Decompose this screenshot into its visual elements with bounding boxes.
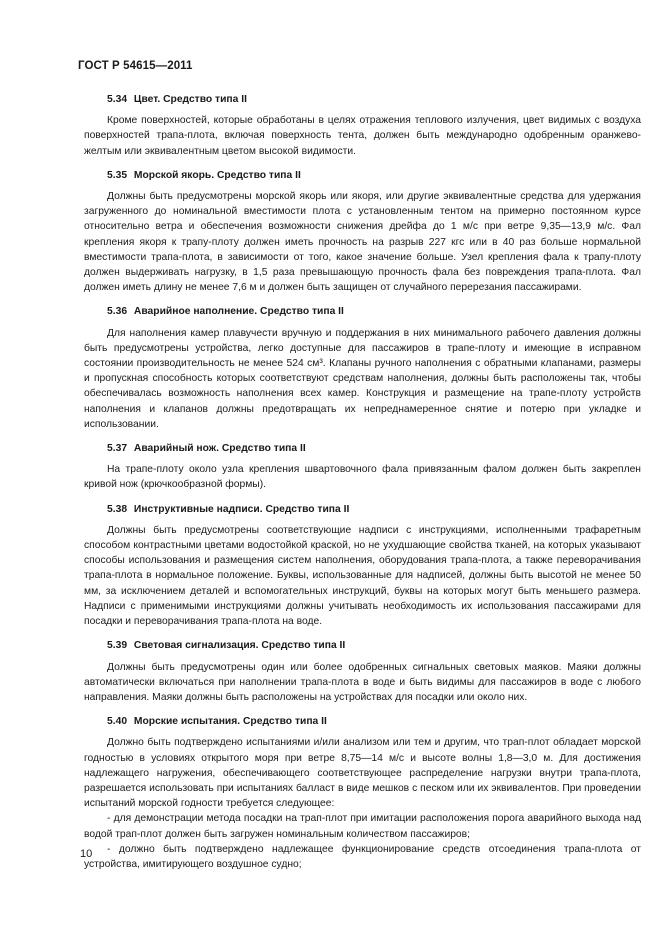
- document-header: ГОСТ Р 54615—2011: [78, 60, 193, 72]
- section-number: 5.40: [107, 716, 128, 728]
- section-title: Инструктивные надписи. Средство типа II: [133, 503, 350, 515]
- section-heading: [84, 304, 641, 319]
- section-heading: [84, 441, 641, 456]
- paragraph: Должны быть предусмотрены соответствующие надписи с инструкциями, исполненными трафаретным способом контрастными цветами водостойкой краской, но не ухудшающие свойства тканей, на которых указывают способы использования и размещения систем наполнения, оборудования трапа-плота, а также переворачивания трапа-плота в нормальное положение. Буквы, использованные для надписей, должны быть высотой не менее 50 мм, за исключением деталей и вспомогательных инструкций, буквы на которых могут быть меньшего размера. Надписи с применимыми инструкциями должны учитывать необходимость их использования пассажирами для посадки и переворачивания трапа-плота на воде.: [84, 524, 641, 628]
- section-title: Световая сигнализация. Средство типа II: [133, 640, 346, 652]
- section-heading: [84, 714, 641, 729]
- section-heading: [84, 638, 641, 653]
- list-item: - для демонстрации метода посадки на трап-плот при имитации расположения порога аварийного выхода над водой трап-плот должен быть загружен номинальным количеством пассажиров;: [84, 813, 641, 840]
- section-heading: [84, 92, 641, 107]
- section-title: Морской якорь. Средство типа II: [133, 169, 301, 181]
- paragraph: Кроме поверхностей, которые обработаны в целях отражения теплового излучения, цвет видимых с воздуха поверхностей трапа-плота, включая поверхность тента, должен быть международно одобренным оранжево-желтым или эквивалентным цветом высокой видимости.: [84, 115, 641, 157]
- paragraph: Должны быть предусмотрены один или более одобренных сигнальных световых маяков. Маяки должны автоматически включаться при наполнении трапа-плота в воде и быть видимы для пассажиров в воде с любого направления. Маяки должны быть расположены на устройствах для посадки или около них.: [84, 661, 641, 703]
- section-title: Аварийное наполнение. Средство типа II: [133, 306, 344, 318]
- paragraph: Для наполнения камер плавучести вручную и поддержания в них минимального рабочего давления должны быть предусмотрены устройства, легко доступные для пассажиров в трапе-плоту и имеющие в исправном состоянии производительность не менее 524 см³. Клапаны ручного наполнения с обратными клапанами, размеры и пропускная способность которых соответствуют средствам наполнения, должны быть расположены так, чтобы обеспечивалась возможность наполнения всех камер. Конструкция и размещение на трапе-плоту устройств наполнения и клапанов должны предотвращать их непреднамеренное снятие и потерю при укладке и использовании.: [84, 327, 641, 430]
- section-title: Цвет. Средство типа II: [133, 94, 247, 105]
- section-number: 5.38: [107, 503, 128, 515]
- section-heading: [84, 502, 641, 517]
- paragraph: Должны быть предусмотрены морской якорь или якоря, или другие эквивалентные средства для удержания загруженного до номинальной вместимости плота с установленным тентом на примерно постоянном курсе относительно ветра и обеспечения возможности снижения дрейфа до 1 м/с при ветре 9,35—13,9 м/с. Фал крепления якоря к трапу-плоту должен иметь прочность на разрыв 227 кгс или в 40 раз больше нормальной вместимости трапа-плота, в зависимости от того, какое значение больше. Узел крепления фала к трапу-плоту должен выдерживать нагрузку, в 1,5 раза превышающую прочность фала без повреждения трапа-плота. Фал должен иметь длину не менее 7,6 м и должен быть защищен от случайного перерезания пассажирами.: [84, 191, 641, 294]
- section-number: 5.37: [107, 443, 128, 455]
- paragraph: На трапе-плоту около узла крепления швартовочного фала привязанным фалом должен быть закреплен кривой нож (крючкообразной формы).: [84, 464, 641, 491]
- paragraph: Должно быть подтверждено испытаниями и/или анализом или тем и другим, что трап-плот обладает морской годностью в условиях открытого моря при ветре 8,75—14 м/с и высоте волны 1,8—3,0 м. Для достижения надлежащего нагружения, обеспечивающего соответствующее распределение нагрузки внутри трапа-плота, разрешается использовать при испытаниях балласт в виде мешков с песком или их эквивалентов. При проведении испытаний морской годности требуется следующее:: [84, 737, 641, 810]
- section-number: 5.34: [107, 94, 128, 105]
- page-number: 10: [80, 848, 93, 860]
- section-number: 5.39: [107, 640, 128, 652]
- section-title: Морские испытания. Средство типа II: [133, 716, 327, 728]
- section-title: Аварийный нож. Средство типа II: [133, 443, 306, 455]
- list-item: - должно быть подтверждено надлежащее функционирование средств отсоединения трапа-плота от устройства, имитирующего воздушное судно;: [84, 843, 641, 870]
- section-number: 5.35: [107, 169, 128, 181]
- section-number: 5.36: [107, 306, 128, 318]
- document-body: [84, 92, 641, 872]
- section-heading: [84, 168, 641, 183]
